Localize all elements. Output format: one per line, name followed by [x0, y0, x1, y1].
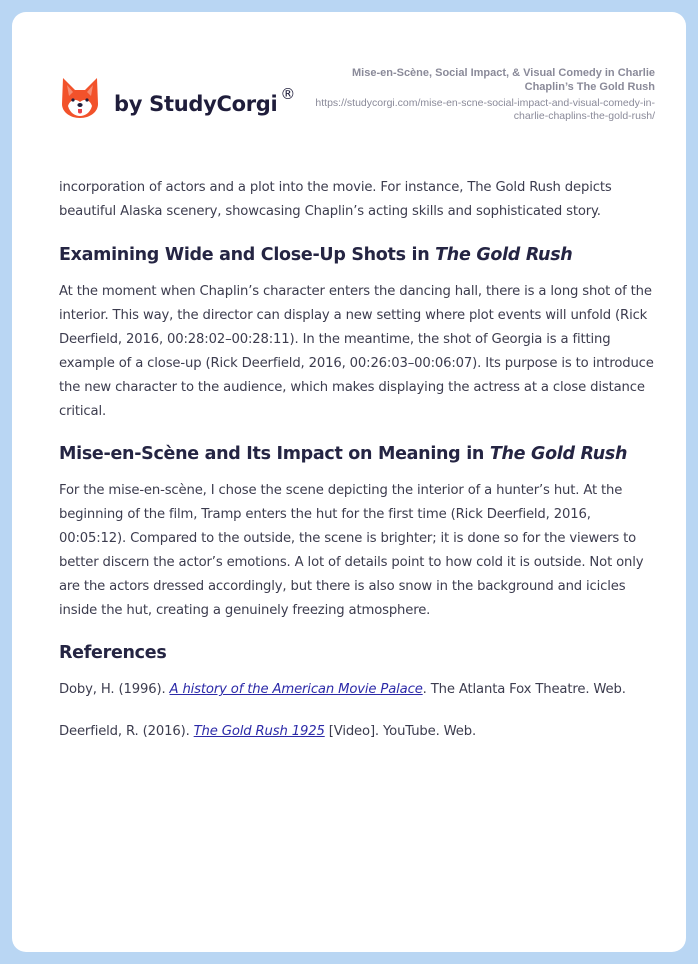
section-paragraph-mise-en-scene: For the mise-en-scène, I chose the scene depicting the interior of a hunter’s hut. At the beginning of the film, Tramp enters the hut for the first time (Rick Deerfield, 2016, 00:05:12). Compared to the outside, the scene is brighter; it is done so for the viewers to better discern the actor’s emotions. A lot of details point to how cold it is outside. Not only are the actors dressed accordingly, but there is also snow in the background and icicles inside the hut, creating a genuinely freezing atmosphere. — [59, 483, 644, 618]
heading-text: Examining Wide and Close-Up Shots in — [59, 245, 436, 265]
corgi-icon — [60, 76, 100, 120]
reference-item — [59, 720, 659, 744]
studycorgi-logo[interactable] — [60, 76, 295, 120]
reference-source: [Video]. YouTube. Web. — [324, 724, 477, 739]
references-heading: References — [59, 643, 167, 663]
document-meta — [315, 66, 655, 122]
reference-link[interactable]: The Gold Rush 1925 — [193, 724, 325, 739]
section-paragraph-shots: At the moment when Chaplin’s character enters the dancing hall, there is a long shot of the interior. This way, the director can display a new setting where plot events will unfold (Rick Deerfield, 2016, 00:28:02–00:28:11). In the meantime, the shot of Georgia is a fitting example of a close-up (Rick Deerfield, 2016, 00:26:03–00:06:07). Its purpose is to introduce the new character to the audience, which makes displaying the actress at a close distance critical. — [59, 284, 654, 419]
brand-name — [114, 84, 296, 116]
section-heading-mise-en-scene — [59, 442, 659, 466]
document-title: Mise-en-Scène, Social Impact, & Visual Comedy in Charlie Chaplin’s The Gold Rush — [351, 67, 655, 93]
document-url[interactable]: https://studycorgi.com/mise-en-scne-social-impact-and-visual-comedy-in-charlie-chaplins-the-gold-rush/ — [315, 97, 655, 122]
brand-text: by StudyCorgi — [114, 91, 278, 116]
heading-film-title: The Gold Rush — [489, 444, 628, 464]
document-card — [12, 12, 686, 952]
document-header — [12, 12, 686, 162]
reference-source: . The Atlanta Fox Theatre. Web. — [422, 682, 626, 697]
section-heading-shots — [59, 243, 659, 267]
heading-text: Mise-en-Scène and Its Impact on Meaning in — [59, 444, 490, 464]
intro-paragraph: incorporation of actors and a plot into the movie. For instance, The Gold Rush depicts beautiful Alaska scenery, showcasing Chaplin’s acting skills and sophisticated story. — [59, 180, 612, 219]
reference-item — [59, 678, 659, 702]
reference-author: Deerfield, R. (2016). — [59, 724, 194, 739]
heading-film-title: The Gold Rush — [435, 245, 573, 265]
reference-link[interactable]: A history of the American Movie Palace — [169, 682, 423, 697]
document-body — [59, 176, 659, 744]
reference-author: Doby, H. (1996). — [59, 682, 170, 697]
registered-mark: ® — [280, 84, 296, 103]
